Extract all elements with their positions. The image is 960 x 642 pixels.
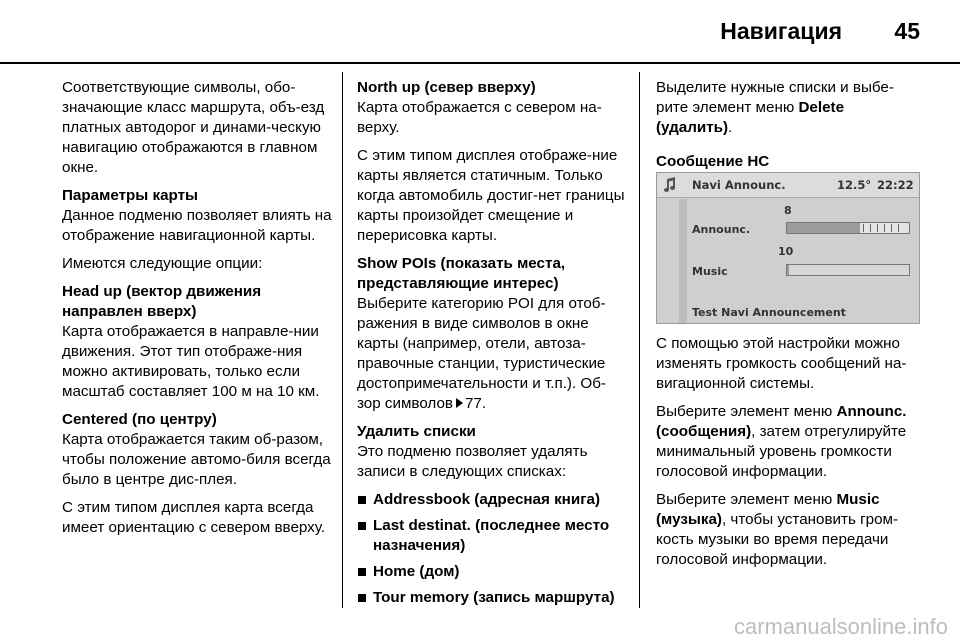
delete-menu-item-ref: Delete (удалить) [656,99,845,136]
screen-side-panel [679,199,687,323]
select-text-c: . [728,119,733,136]
show-pois-heading: Show POIs (показать места, представляющие интерес) [357,255,566,292]
page-ref-arrow-icon [456,398,463,408]
music-text-a: Выберите элемент меню [656,491,833,508]
list-item [357,516,629,556]
announc-slider[interactable] [786,222,910,234]
music-slider[interactable] [786,264,910,276]
options-intro: Имеются следующие опции: [62,255,263,272]
square-bullet-icon [358,568,366,576]
after-screen-text: С помощью этой настройки можно изменять громкость сообщений на-вигационной системы. [656,335,907,392]
test-announcement-button[interactable]: Test Navi Announcement [692,306,846,319]
list-item [357,490,629,510]
announc-value: 8 [784,204,792,217]
list-item-text: Tour memory (запись маршрута) [373,589,615,606]
intro-paragraph: Соответствующие символы, обо-значающие класс маршрута, объ-езд платных автодорог и динами-ческую навигацию отображаются в главном окне. [62,79,325,176]
screen-title: Navi Announc. [692,178,786,192]
music-slider-fill [787,265,789,275]
north-up-text: Карта отображается с севером на-верху. [357,99,602,136]
select-lists-text [656,78,924,138]
screen-time: 22:22 [877,178,914,192]
navi-announc-screen [656,172,920,324]
delete-lists-list [357,490,629,608]
page-number: 45 [894,18,920,44]
music-menu-item-ref: Music (музыка) [656,491,880,528]
column-2 [357,78,629,614]
map-params-text: Данное подменю позволяет влиять на отображение навигационной карты. [62,207,332,244]
column-3 [656,78,924,172]
music-value: 10 [778,245,794,258]
announc-menu-item-ref: Announc. (сообщения) [656,403,907,440]
delete-lists-text: Это подменю позволяет удалять записи в следующих списках: [357,443,588,480]
page-title: Навигация [720,18,842,44]
centered-text: Карта отображается таким об-разом, чтобы положение автомо-биля всегда было в центре дис-плея. [62,431,331,488]
header-rule [0,62,960,64]
announc-text-c: , затем отрегулируйте минимальный уровень громкости голосовой информации. [656,423,907,480]
column-divider-2 [639,72,640,608]
list-item [357,588,629,608]
head-up-text: Карта отображается в направле-нии движения. Этот тип отображе-ния можно активировать, только если масштаб составляет 100 м на 10 км. [62,323,320,400]
announc-slider-ticks [863,224,903,232]
screen-temperature: 12.5° [837,178,872,192]
nc-heading: Сообщение НС [656,153,770,170]
north-up-text-2: С этим типом дисплея отображе-ние карты является статичным. Только когда автомобиль достиг-нет границы карты произойдет смещение и перерисовка карты. [357,147,625,244]
column-1 [62,78,332,546]
music-instruction [656,490,924,570]
list-item-text: Last destinat. (последнее место назначения) [373,517,610,554]
announc-label[interactable]: Announc. [692,223,751,236]
music-text-c: , чтобы установить гром-кость музыки во время передачи голосовой информации. [656,511,899,568]
announc-slider-fill [787,223,860,233]
show-pois-text [357,294,629,414]
announc-text-a: Выберите элемент меню [656,403,833,420]
centered-text-2: С этим типом дисплея карта всегда имеет ориентацию с севером вверху. [62,499,326,536]
centered-heading: Centered (по центру) [62,411,217,428]
show-pois-body: Выберите категорию POI для отоб-ражения в виде символов в окне карты (например, отели, автоза-правочные станции, туристические достопримечательности и т.п.). Об-зор символов [357,295,606,412]
map-params-heading: Параметры карты [62,187,199,204]
delete-lists-heading: Удалить списки [357,423,476,440]
square-bullet-icon [358,496,366,504]
list-item [357,562,629,582]
select-text-a: Выделите нужные списки и выбе-рите элемент меню [656,79,894,116]
square-bullet-icon [358,522,366,530]
music-label[interactable]: Music [692,265,728,278]
list-item-text: Home (дом) [373,563,460,580]
page-header [0,0,960,62]
head-up-heading: Head up (вектор движения направлен вверх) [62,283,262,320]
show-pois-ref: 77. [464,395,487,412]
north-up-heading: North up (север вверху) [357,79,536,96]
column-3-lower [656,334,924,578]
list-item-text: Addressbook (адресная книга) [373,491,601,508]
music-note-icon [662,177,676,193]
square-bullet-icon [358,594,366,602]
screen-title-bar [657,173,919,198]
announc-instruction [656,402,924,482]
column-divider-1 [342,72,343,608]
watermark: carmanualsonline.info [733,614,948,639]
